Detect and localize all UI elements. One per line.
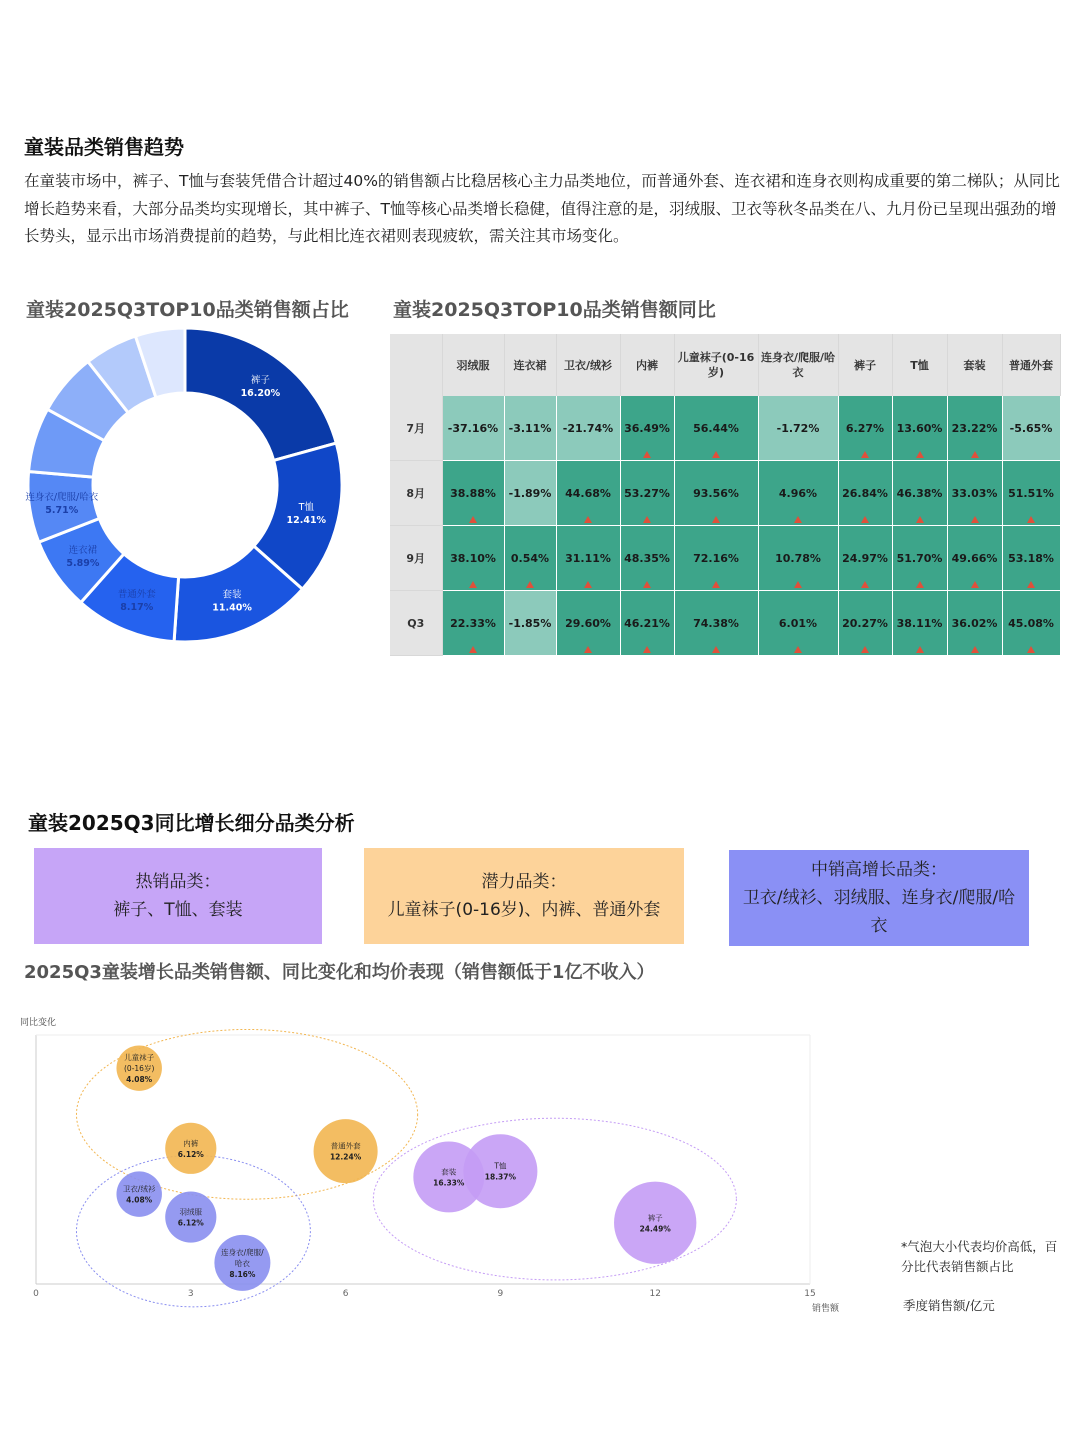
table-cell	[504, 591, 556, 656]
up-arrow-icon	[1027, 581, 1035, 588]
bubble-label: T恤	[494, 1161, 507, 1171]
up-arrow-icon	[861, 646, 869, 653]
table-cell	[442, 526, 504, 591]
x-tick-label: 15	[804, 1289, 816, 1299]
table-cell-value: 45.08%	[1008, 616, 1054, 630]
x-axis-label: 销售额	[812, 1304, 840, 1314]
table-cell	[1002, 396, 1060, 461]
up-arrow-icon	[643, 451, 651, 458]
table-cell-value: 0.54%	[510, 551, 550, 565]
table-corner	[390, 334, 442, 396]
up-arrow-icon	[469, 516, 477, 523]
up-arrow-icon	[643, 646, 651, 653]
bubble	[463, 1134, 537, 1208]
table-cell-value: 23.22%	[951, 421, 998, 435]
table-cell	[947, 396, 1002, 461]
potential-category-box	[364, 848, 684, 944]
donut-slice-label: 裤子	[250, 374, 270, 386]
donut-chart-title: 童装2025Q3TOP10品类销售额占比	[26, 299, 349, 321]
table-cell-value: 51.51%	[1008, 486, 1054, 500]
up-arrow-icon	[916, 646, 924, 653]
table-cell-value: 74.38%	[693, 616, 739, 630]
table-cell	[758, 396, 838, 461]
section-title: 童装品类销售趋势	[24, 135, 184, 159]
bubble-value: 4.08%	[126, 1075, 153, 1085]
up-arrow-icon	[643, 516, 651, 523]
table-cell-value: 6.01%	[778, 616, 818, 630]
bubble-label: 连身衣/爬服/	[221, 1247, 264, 1257]
table-column-header: 儿童袜子(0-16岁)	[674, 334, 758, 396]
table-cell	[556, 396, 620, 461]
potential-category-heading: 潜力品类：	[481, 872, 567, 892]
table-cell-value: 26.84%	[842, 486, 888, 500]
bubble-size-note: *气泡大小代表均价高低，百分比代表销售额占比	[901, 1239, 1058, 1274]
table-cell-value: 46.21%	[624, 616, 670, 630]
bubble-chart	[0, 1005, 880, 1315]
table-cell-value: 49.66%	[951, 551, 998, 565]
table-column-header: 连衣裙	[504, 334, 556, 396]
donut-slice-label: 普通外套	[117, 588, 156, 600]
table-cell-value: 53.18%	[1008, 551, 1054, 565]
up-arrow-icon	[469, 581, 477, 588]
bubble-value: 12.24%	[329, 1152, 362, 1162]
bubble-label: 哈衣	[234, 1258, 250, 1268]
up-arrow-icon	[1027, 646, 1035, 653]
table-cell-value: 72.16%	[693, 551, 739, 565]
table-cell	[758, 461, 838, 526]
donut-slice-value: 5.89%	[66, 558, 100, 570]
up-arrow-icon	[861, 516, 869, 523]
table-row-header: 9月	[390, 526, 442, 591]
table-cell	[556, 461, 620, 526]
table-row-header: 7月	[390, 396, 442, 461]
table-cell	[1002, 526, 1060, 591]
bubble-label: (0-16岁)	[124, 1064, 155, 1074]
up-arrow-icon	[469, 646, 477, 653]
table-cell	[947, 461, 1002, 526]
table-row	[390, 396, 1060, 461]
table-cell-value: 22.33%	[450, 616, 496, 630]
x-tick-label: 6	[342, 1289, 349, 1299]
bubble-value: 8.16%	[229, 1269, 256, 1279]
table-cell-value: 36.49%	[624, 421, 670, 435]
up-arrow-icon	[584, 516, 592, 523]
table-cell	[674, 461, 758, 526]
table-cell	[442, 591, 504, 656]
up-arrow-icon	[916, 516, 924, 523]
growth-category-heading: 中销高增长品类：	[811, 860, 947, 880]
table-cell-value: 38.10%	[450, 551, 496, 565]
growth-category-box	[729, 850, 1029, 946]
table-cell-value: 20.27%	[842, 616, 888, 630]
up-arrow-icon	[794, 581, 802, 588]
yoy-table	[390, 334, 1061, 656]
bubble-label: 儿童袜子	[124, 1053, 155, 1063]
table-row	[390, 591, 1060, 656]
growth-category-list: 卫衣/绒衫、羽绒服、连身衣/爬服/哈衣	[742, 888, 1016, 936]
table-cell-value: 29.60%	[565, 616, 611, 630]
bubble-value: 4.08%	[126, 1195, 153, 1205]
bubble-value: 6.12%	[177, 1149, 204, 1159]
hot-category-heading: 热销品类：	[135, 872, 221, 892]
bubble-label: 普通外套	[330, 1141, 361, 1151]
table-cell	[442, 396, 504, 461]
table-cell	[620, 591, 674, 656]
up-arrow-icon	[584, 581, 592, 588]
table-column-header: 内裤	[620, 334, 674, 396]
table-cell-value: 56.44%	[693, 421, 739, 435]
table-cell	[838, 396, 892, 461]
table-chart-title: 童装2025Q3TOP10品类销售额同比	[393, 299, 716, 321]
table-cell-value: 93.56%	[693, 486, 739, 500]
table-cell	[504, 526, 556, 591]
table-column-header: 裤子	[838, 334, 892, 396]
table-cell-value: 53.27%	[624, 486, 670, 500]
table-cell	[620, 461, 674, 526]
potential-category-list: 儿童袜子(0-16岁)、内裤、普通外套	[387, 900, 661, 920]
up-arrow-icon	[643, 581, 651, 588]
donut-slice-label: T恤	[298, 502, 314, 514]
table-cell-value: -5.65%	[1009, 421, 1053, 435]
donut-slice-value: 12.41%	[286, 515, 327, 527]
up-arrow-icon	[712, 581, 720, 588]
hot-category-box	[34, 848, 322, 944]
table-cell	[620, 526, 674, 591]
table-cell	[892, 461, 947, 526]
table-column-header: 羽绒服	[442, 334, 504, 396]
x-tick-label: 0	[33, 1289, 39, 1299]
bubble-value: 16.33%	[433, 1178, 465, 1188]
y-axis-label: 同比变化	[20, 1018, 57, 1028]
up-arrow-icon	[971, 516, 979, 523]
table-cell-value: 31.11%	[565, 551, 611, 565]
table-row	[390, 526, 1060, 591]
bubble-value: 18.37%	[484, 1172, 517, 1182]
table-cell	[838, 591, 892, 656]
x-tick-label: 3	[187, 1289, 194, 1299]
table-column-header: 连身衣/爬服/哈衣	[758, 334, 838, 396]
table-cell-value: 51.70%	[896, 551, 943, 565]
table-cell-value: 48.35%	[624, 551, 670, 565]
table-cell	[892, 396, 947, 461]
table-cell-value: 33.03%	[951, 486, 998, 500]
bubble-label: 套装	[441, 1167, 457, 1177]
bubble	[165, 1123, 216, 1174]
table-cell-value: 38.11%	[896, 616, 943, 630]
bubble-value: 24.49%	[639, 1224, 671, 1234]
table-cell-value: 24.97%	[842, 551, 888, 565]
bubble	[116, 1171, 161, 1216]
table-column-header: 普通外套	[1002, 334, 1060, 396]
table-cell	[674, 396, 758, 461]
up-arrow-icon	[916, 451, 924, 458]
up-arrow-icon	[971, 451, 979, 458]
section2-title: 童装2025Q3同比增长细分品类分析	[28, 811, 355, 835]
table-cell	[892, 591, 947, 656]
table-cell-value: -1.72%	[776, 421, 820, 435]
up-arrow-icon	[712, 516, 720, 523]
bubble-label: 卫衣/绒衫	[122, 1184, 156, 1194]
table-cell	[1002, 591, 1060, 656]
intro-paragraph: 在童装市场中，裤子、T恤与套装凭借合计超过40%的销售额占比稳居核心主力品类地位，而普通外套、连衣裙和连身衣则构成重要的第二梯队；从同比增长趋势来看，大部分品类均实现增长，其中裤子、T恤等核心品类增长稳健，值得注意的是，羽绒服、卫衣等秋冬品类在八、九月份已呈现出强劲的增长势头，显示出市场消费提前的趋势，与此相比连衣裙则表现疲软，需关注其市场变化。	[24, 172, 1060, 245]
donut-slice-value: 16.20%	[240, 387, 281, 399]
table-cell	[947, 526, 1002, 591]
up-arrow-icon	[794, 646, 802, 653]
up-arrow-icon	[861, 451, 869, 458]
table-cell-value: -3.11%	[508, 421, 552, 435]
table-cell-value: 38.88%	[450, 486, 496, 500]
table-cell-value: -21.74%	[562, 421, 614, 435]
table-cell	[504, 396, 556, 461]
table-cell	[1002, 461, 1060, 526]
donut-slice-value: 8.17%	[120, 601, 154, 613]
table-cell	[674, 591, 758, 656]
x-unit-note: 季度销售额/亿元	[903, 1298, 995, 1313]
table-column-header: T恤	[892, 334, 947, 396]
donut-slice-label: 套装	[222, 589, 242, 601]
table-cell	[442, 461, 504, 526]
table-cell-value: 36.02%	[951, 616, 998, 630]
table-cell	[674, 526, 758, 591]
bubble	[314, 1119, 378, 1183]
table-cell	[892, 526, 947, 591]
table-cell	[947, 591, 1002, 656]
table-cell-value: -1.85%	[508, 616, 552, 630]
table-cell-value: 13.60%	[896, 421, 943, 435]
up-arrow-icon	[712, 646, 720, 653]
x-tick-label: 12	[649, 1289, 661, 1299]
table-cell-value: -37.16%	[447, 421, 499, 435]
table-cell	[556, 526, 620, 591]
bubble-label: 裤子	[647, 1213, 663, 1223]
x-tick-label: 9	[497, 1289, 504, 1299]
up-arrow-icon	[794, 516, 802, 523]
bubble-label: 内裤	[183, 1138, 199, 1148]
up-arrow-icon	[584, 646, 592, 653]
table-cell	[838, 461, 892, 526]
donut-chart	[20, 325, 360, 650]
table-row	[390, 461, 1060, 526]
bubble	[614, 1182, 696, 1264]
donut-slice-label: 连身衣/爬服/哈衣	[25, 491, 99, 503]
up-arrow-icon	[971, 646, 979, 653]
donut-slice-value: 5.71%	[45, 504, 79, 516]
table-cell-value: 46.38%	[896, 486, 943, 500]
table-cell	[504, 461, 556, 526]
table-column-header: 套装	[947, 334, 1002, 396]
table-cell-value: 6.27%	[845, 421, 885, 435]
up-arrow-icon	[712, 451, 720, 458]
table-column-header: 卫衣/绒衫	[556, 334, 620, 396]
table-cell-value: 44.68%	[565, 486, 611, 500]
table-cell	[556, 591, 620, 656]
table-cell-value: -1.89%	[508, 486, 552, 500]
table-cell	[758, 526, 838, 591]
donut-slice-label: 连衣裙	[68, 545, 98, 557]
table-cell	[838, 526, 892, 591]
bubble	[165, 1191, 216, 1242]
bubble-chart-title: 2025Q3童装增长品类销售额、同比变化和均价表现（销售额低于1亿不收入）	[24, 962, 655, 983]
up-arrow-icon	[526, 581, 534, 588]
table-row-header: Q3	[390, 591, 442, 656]
table-cell-value: 10.78%	[775, 551, 821, 565]
up-arrow-icon	[916, 581, 924, 588]
table-row-header: 8月	[390, 461, 442, 526]
up-arrow-icon	[1027, 516, 1035, 523]
table-cell-value: 4.96%	[778, 486, 818, 500]
table-cell	[620, 396, 674, 461]
bubble-value: 6.12%	[177, 1218, 204, 1228]
yoy-table-wrap	[390, 334, 1061, 656]
table-cell	[758, 591, 838, 656]
up-arrow-icon	[971, 581, 979, 588]
up-arrow-icon	[861, 581, 869, 588]
bubble-label: 羽绒服	[179, 1207, 203, 1217]
donut-slice-value: 11.40%	[212, 602, 252, 614]
hot-category-list: 裤子、T恤、套装	[113, 900, 243, 920]
